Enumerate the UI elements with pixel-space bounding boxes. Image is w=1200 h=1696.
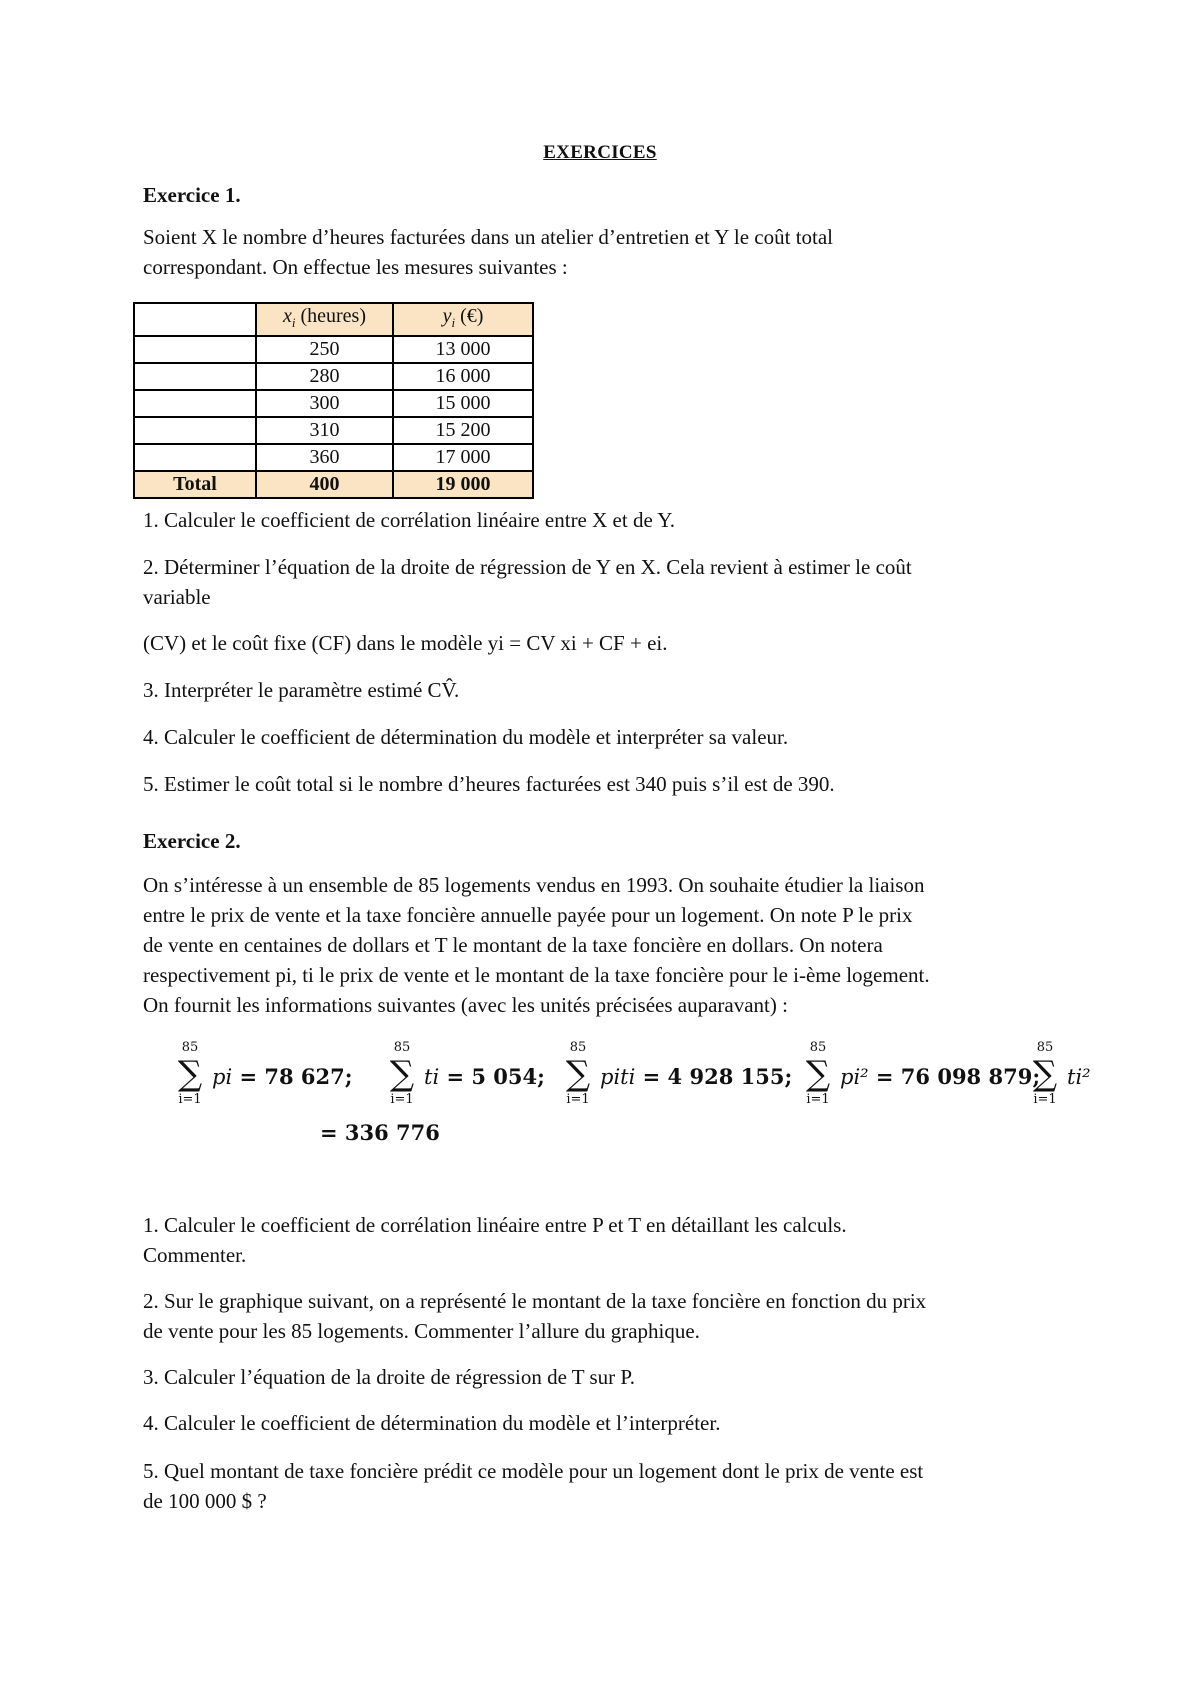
sum-value: = 78 627; bbox=[239, 1064, 353, 1089]
sum-continued-value: = 336 776 bbox=[320, 1120, 440, 1145]
table-header-x-label: (heures) bbox=[300, 305, 367, 327]
summation-formulas bbox=[170, 1040, 1091, 1145]
ex1-intro-line1: Soient X le nombre d’heures facturées dans un atelier d’entretien et Y le coût total bbox=[143, 225, 834, 249]
ex2-heading-block bbox=[143, 826, 1073, 856]
ex1-intro-line2: correspondant. On effectue les mesures suivantes : bbox=[143, 255, 568, 279]
table-row bbox=[134, 390, 533, 417]
table-total-row bbox=[134, 471, 533, 498]
table-cell-x: 310 bbox=[256, 417, 393, 444]
table-cell-y: 17 000 bbox=[393, 444, 533, 471]
ex1-q1-block bbox=[143, 505, 1073, 535]
sum-lower-limit: i=1 bbox=[1033, 1092, 1057, 1107]
sigma-icon: ∑ bbox=[805, 1054, 831, 1094]
ex1-question-2-line2: variable bbox=[143, 585, 211, 609]
sigma-icon: ∑ bbox=[565, 1054, 591, 1094]
table-header-y: $y_i$ (€) bbox=[393, 303, 533, 336]
measurements-table bbox=[133, 302, 534, 499]
table-cell-empty bbox=[134, 444, 256, 471]
table-header-x: $x_i$ (heures) bbox=[256, 303, 393, 336]
ex2-q4-block bbox=[143, 1408, 1073, 1438]
sum-value: = 76 098 879; bbox=[875, 1064, 1041, 1089]
sum-upper-limit: 85 bbox=[809, 1040, 827, 1055]
ex2-q2-block bbox=[143, 1286, 1073, 1346]
sum-expr: piti bbox=[600, 1065, 636, 1089]
ex2-question-2-line2: de vente pour les 85 logements. Commenter l’allure du graphique. bbox=[143, 1319, 700, 1343]
table-cell-y: 16 000 bbox=[393, 363, 533, 390]
sigma-icon: ∑ bbox=[1032, 1054, 1058, 1094]
table-row bbox=[134, 417, 533, 444]
ex2-intro-line2: entre le prix de vente et la taxe foncière annuelle payée pour un logement. On note P le prix bbox=[143, 903, 913, 927]
sum-expr: pi² bbox=[840, 1065, 869, 1089]
ex1-intro bbox=[143, 222, 1073, 282]
sum-value: = 4 928 155; bbox=[642, 1064, 793, 1089]
ex2-question-1-line2: Commenter. bbox=[143, 1243, 247, 1267]
table-cell-x: 250 bbox=[256, 336, 393, 363]
sum-value: = 5 054; bbox=[446, 1064, 545, 1089]
ex1-question-1: 1. Calculer le coefficient de corrélation linéaire entre X et de Y. bbox=[143, 508, 675, 532]
sum-lower-limit: i=1 bbox=[566, 1092, 590, 1107]
ex2-q5-block bbox=[143, 1456, 1073, 1516]
table-cell-empty bbox=[134, 390, 256, 417]
sum-lower-limit: i=1 bbox=[178, 1092, 202, 1107]
ex2-intro-line4: respectivement pi, ti le prix de vente et le montant de la taxe foncière pour le i-ème logement. bbox=[143, 963, 930, 987]
ex2-question-3: 3. Calculer l’équation de la droite de régression de T sur P. bbox=[143, 1365, 636, 1389]
table-row bbox=[134, 363, 533, 390]
sum-expr: ti bbox=[424, 1065, 440, 1089]
ex2-question-5-line1: 5. Quel montant de taxe foncière prédit ce modèle pour un logement dont le prix de vente est bbox=[143, 1459, 924, 1483]
ex2-heading: Exercice 2. bbox=[143, 829, 241, 853]
sum-upper-limit: 85 bbox=[393, 1040, 411, 1055]
ex1-question-2-line1: 2. Déterminer l’équation de la droite de régression de Y en X. Cela revient à estimer le coût bbox=[143, 555, 912, 579]
table-cell-x: 280 bbox=[256, 363, 393, 390]
table-row bbox=[134, 444, 533, 471]
table-header-y-label: (€) bbox=[460, 305, 484, 327]
sum-upper-limit: 85 bbox=[181, 1040, 199, 1055]
ex2-question-4: 4. Calculer le coefficient de détermination du modèle et l’interpréter. bbox=[143, 1411, 721, 1435]
ex2-intro-line5: On fournit les informations suivantes (avec les unités précisées auparavant) : bbox=[143, 993, 788, 1017]
sum-expr: pi bbox=[212, 1065, 233, 1089]
sum-upper-limit: 85 bbox=[569, 1040, 587, 1055]
table-row bbox=[134, 336, 533, 363]
ex1-q2-block bbox=[143, 552, 1073, 612]
ex2-q3-block bbox=[143, 1362, 1073, 1392]
table-total-x: 400 bbox=[256, 471, 393, 498]
ex2-intro-line1: On s’intéresse à un ensemble de 85 logements vendus en 1993. On souhaite étudier la liaison bbox=[143, 873, 925, 897]
table-total-y: 19 000 bbox=[393, 471, 533, 498]
ex1-q4-block bbox=[143, 722, 1073, 752]
table-cell-empty bbox=[134, 417, 256, 444]
table-header-row bbox=[134, 303, 533, 336]
sigma-icon: ∑ bbox=[389, 1054, 415, 1094]
document-title: EXERCICES bbox=[543, 142, 657, 163]
table-cell-y: 13 000 bbox=[393, 336, 533, 363]
ex1-question-5: 5. Estimer le coût total si le nombre d’heures facturées est 340 puis s’il est de 390. bbox=[143, 772, 835, 796]
sum-expr: ti² bbox=[1067, 1065, 1091, 1089]
ex1-question-3: 3. Interpréter le paramètre estimé CV̂. bbox=[143, 678, 460, 702]
table-total-label: Total bbox=[134, 471, 256, 498]
ex2-question-5-line2: de 100 000 $ ? bbox=[143, 1489, 267, 1513]
table-cell-x: 300 bbox=[256, 390, 393, 417]
sum-upper-limit: 85 bbox=[1036, 1040, 1054, 1055]
ex2-question-1-line1: 1. Calculer le coefficient de corrélation linéaire entre P et T en détaillant les calculs. bbox=[143, 1213, 847, 1237]
ex1-q5-block bbox=[143, 769, 1073, 799]
table-header-empty bbox=[134, 303, 256, 336]
ex2-question-2-line1: 2. Sur le graphique suivant, on a représenté le montant de la taxe foncière en fonction du prix bbox=[143, 1289, 927, 1313]
ex1-question-4: 4. Calculer le coefficient de détermination du modèle et interpréter sa valeur. bbox=[143, 725, 789, 749]
table-cell-y: 15 000 bbox=[393, 390, 533, 417]
ex2-q1-block bbox=[143, 1210, 1073, 1270]
table-cell-x: 360 bbox=[256, 444, 393, 471]
ex2-intro-line3: de vente en centaines de dollars et T le montant de la taxe foncière en dollars. On notera bbox=[143, 933, 883, 957]
ex1-heading-block bbox=[143, 180, 1073, 210]
ex1-q3-block bbox=[143, 675, 1073, 705]
ex2-intro bbox=[143, 870, 1073, 1020]
sum-lower-limit: i=1 bbox=[390, 1092, 414, 1107]
sum-lower-limit: i=1 bbox=[806, 1092, 830, 1107]
table-cell-empty bbox=[134, 336, 256, 363]
table-cell-y: 15 200 bbox=[393, 417, 533, 444]
ex1-q2-model-block bbox=[143, 628, 1073, 658]
ex1-question-2-model: (CV) et le coût fixe (CF) dans le modèle yi = CV xi + CF + ei. bbox=[143, 631, 668, 655]
table-cell-empty bbox=[134, 363, 256, 390]
ex1-heading: Exercice 1. bbox=[143, 183, 241, 207]
sigma-icon: ∑ bbox=[177, 1054, 203, 1094]
